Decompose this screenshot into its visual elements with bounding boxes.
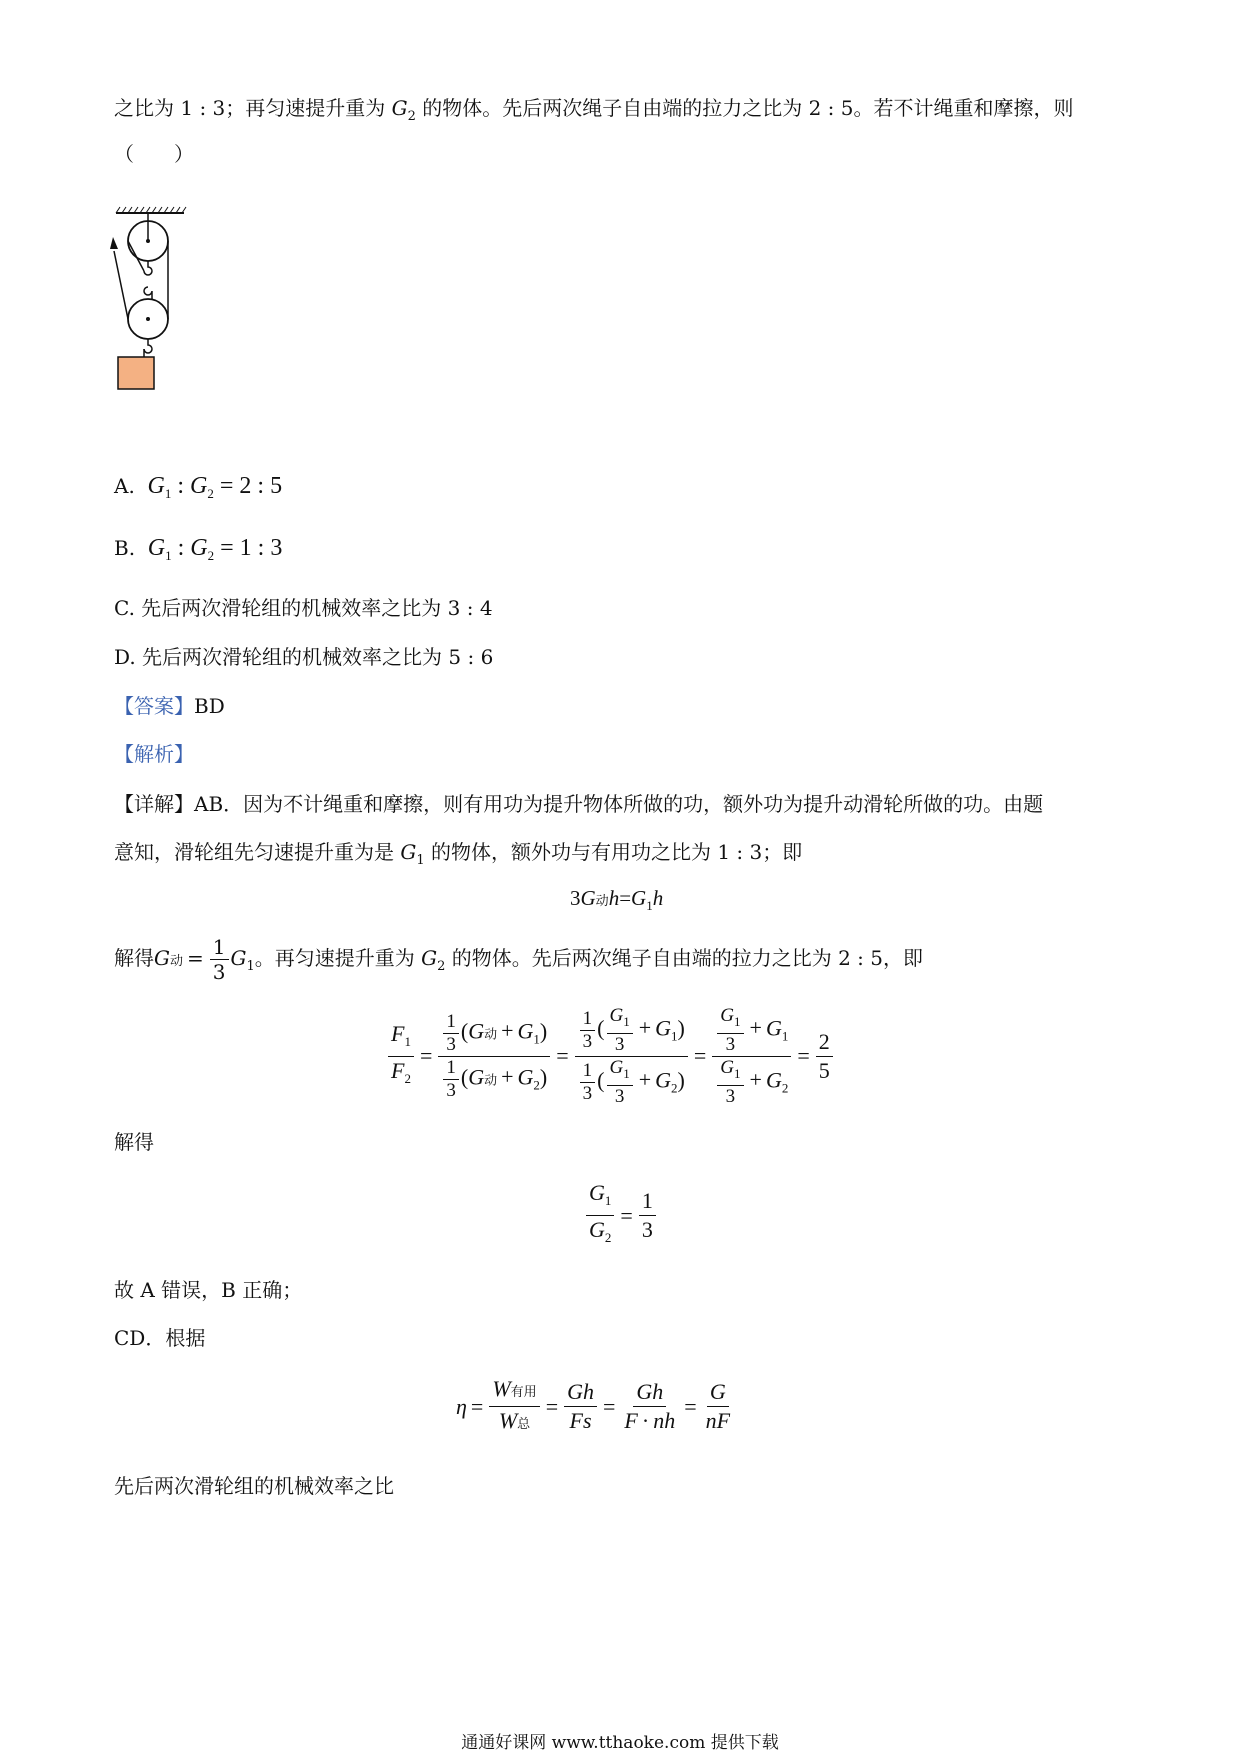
option-a: A. $G_1$ : $G_2 = 2$ : 5	[114, 473, 283, 501]
solve-line: 解得G动 = $\frac{1}{3}$ $G_1$。再匀速提升重为 $G_2$ 的物体。先后两次绳子自由端的拉力之比为 2 : 5，即	[114, 935, 924, 984]
cd-intro-line: CD．根据	[114, 1326, 206, 1350]
fixed-pulley-icon	[128, 213, 168, 275]
option-c: C. 先后两次滑轮组的机械效率之比为 3 : 4	[114, 596, 493, 620]
rope-icon	[110, 237, 168, 319]
conclusion-line: 故 A 错误，B 正确；	[114, 1278, 303, 1302]
last-line: 先后两次滑轮组的机械效率之比	[114, 1474, 394, 1498]
detail-line-2: 意知，滑轮组先匀速提升重为是 $G_1$ 的物体，额外功与有用功之比为 1 : 3；即	[114, 840, 803, 868]
page-footer: 通通好课网 www.tthaoke.com 提供下载	[461, 1733, 779, 1753]
equation-extra-work: 3G动$h=G_1h$	[570, 886, 664, 913]
option-d: D. 先后两次滑轮组的机械效率之比为 5 : 6	[114, 645, 494, 669]
pulley-diagram	[108, 205, 198, 435]
equation-efficiency: η = $\frac{\text{W有用}}{\text{W总}}$ = $\frac{Gh}{Fs}$ = $\frac{Gh}{F \cdot nh}$ = $\frac{G}{nF}$	[456, 1376, 731, 1433]
text-line-1: 之比为 1 : 3；再匀速提升重为 $G_2$ 的物体。先后两次绳子自由端的拉力之比为 2 : 5。若不计绳重和摩擦，则	[114, 96, 1074, 124]
movable-pulley-icon	[128, 287, 168, 353]
option-b: B. $G_1$ : $G_2 = 1$ : 3	[114, 535, 283, 563]
equation-g-ratio: $\frac{G_1}{G_2}$ = $\frac{1}{3}$	[584, 1180, 658, 1251]
detail-line-1: 【详解】AB．因为不计绳重和摩擦，则有用功为提升物体所做的功，额外功为提升动滑轮所做的功。由题	[114, 792, 1044, 816]
answer-line: 【答案】BD	[114, 694, 225, 718]
analysis-heading: 【解析】	[114, 742, 194, 766]
ceiling-icon	[116, 207, 186, 213]
weight-block-icon	[118, 349, 154, 389]
jiede-label: 解得	[114, 1130, 154, 1154]
fraction-one-third: $\frac{1}{3}$	[210, 936, 229, 983]
answer-blank: （ ）	[114, 142, 194, 166]
equation-force-ratio: $\frac{F_1}{F_2}$ = $\frac{1}{3}$ (G动 + $G_1$) $\frac{1}{3}$ (G动 + $G_2$) = $\frac{1}{3}$ ( $\frac{G_1}{3}$ + $G_1$) $\frac{1}{3}$ ( $\frac{G_1}{3}$ + $G_2$) = $\frac{G_1}{3}$ + $G_1$ $\frac{G_1}{3}$ + $G_2$ = $\frac{2}{5}$	[386, 996, 835, 1116]
